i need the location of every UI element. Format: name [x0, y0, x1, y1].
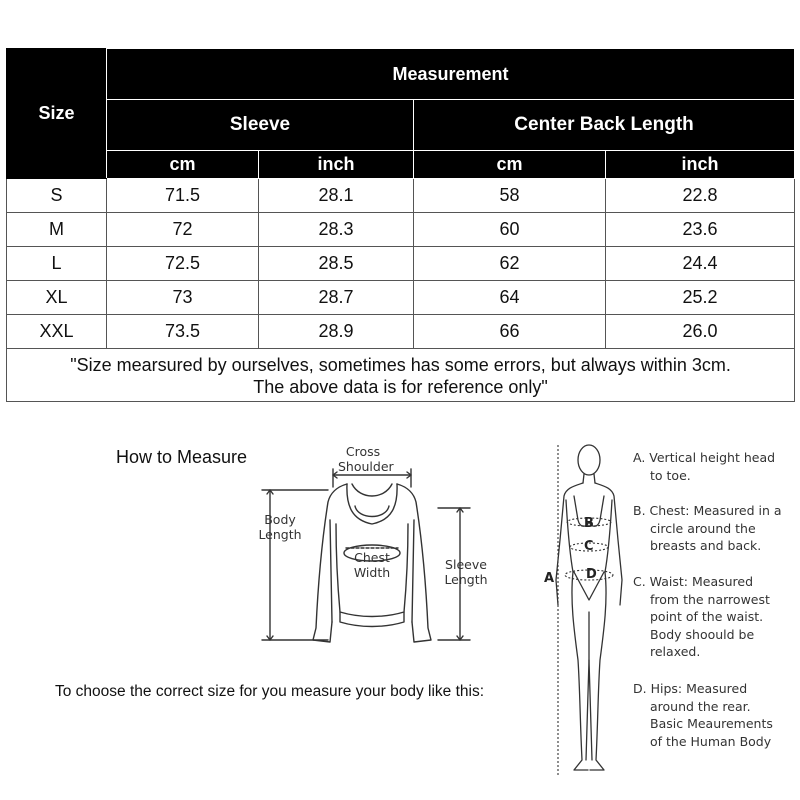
- size-header: Size: [7, 49, 107, 179]
- size-cell: XL: [7, 281, 107, 315]
- back-length-cm-cell: 66: [414, 315, 606, 349]
- sleeve-length-label: Sleeve Length: [444, 557, 488, 587]
- unit-header: inch: [259, 151, 414, 179]
- body-figure-icon: [540, 440, 630, 795]
- back-length-inch-cell: 26.0: [606, 315, 795, 349]
- size-cell: L: [7, 247, 107, 281]
- sleeve-inch-cell: 28.5: [259, 247, 414, 281]
- how-to-measure-title: How to Measure: [116, 447, 248, 467]
- back-length-inch-cell: 25.2: [606, 281, 795, 315]
- center-back-length-header: Center Back Length: [414, 100, 795, 151]
- unit-header: cm: [107, 151, 259, 179]
- note-line-2: The above data is for reference only": [253, 376, 548, 397]
- sleeve-cm-cell: 73.5: [107, 315, 259, 349]
- sleeve-inch-cell: 28.7: [259, 281, 414, 315]
- body-letter-b: B: [584, 516, 594, 531]
- legend-item-d: D. Hips: Measured around the rear. Basic Meaurements of the Human Body: [633, 681, 773, 749]
- sleeve-cm-cell: 71.5: [107, 179, 259, 213]
- size-chart-table: [6, 48, 795, 402]
- table-row: [7, 213, 795, 247]
- measurement-note: [7, 349, 795, 402]
- size-cell: M: [7, 213, 107, 247]
- sleeve-inch-cell: 28.1: [259, 179, 414, 213]
- back-length-cm-cell: 58: [414, 179, 606, 213]
- sleeve-inch-cell: 28.3: [259, 213, 414, 247]
- sleeve-header: Sleeve: [107, 100, 414, 151]
- body-letter-d: D: [586, 567, 597, 582]
- note-row: [7, 349, 795, 402]
- back-length-cm-cell: 64: [414, 281, 606, 315]
- legend-item-c: C. Waist: Measured from the narrowest point of the waist. Body shoould be relaxed.: [633, 574, 770, 659]
- chest-width-label: Chest Width: [353, 550, 391, 580]
- body-letter-c: C: [584, 539, 594, 554]
- table-row: [7, 247, 795, 281]
- unit-header: cm: [414, 151, 606, 179]
- size-cell: XXL: [7, 315, 107, 349]
- measurement-header: Measurement: [107, 49, 795, 100]
- legend-item-b: B. Chest: Measured in a circle around the breasts and back.: [633, 503, 782, 553]
- back-length-cm-cell: 62: [414, 247, 606, 281]
- table-row: [7, 179, 795, 213]
- back-length-inch-cell: 22.8: [606, 179, 795, 213]
- sleeve-inch-cell: 28.9: [259, 315, 414, 349]
- note-line-1: "Size mearsured by ourselves, sometimes has some errors, but always within 3cm.: [70, 354, 731, 375]
- sleeve-cm-cell: 72: [107, 213, 259, 247]
- body-length-label: Body Length: [258, 512, 302, 542]
- back-length-cm-cell: 60: [414, 213, 606, 247]
- sleeve-cm-cell: 72.5: [107, 247, 259, 281]
- unit-header: inch: [606, 151, 795, 179]
- size-cell: S: [7, 179, 107, 213]
- body-letter-a: A: [544, 571, 555, 586]
- back-length-inch-cell: 24.4: [606, 247, 795, 281]
- table-row: [7, 315, 795, 349]
- measure-instruction: To choose the correct size for you measure your body like this:: [55, 683, 485, 700]
- sleeve-cm-cell: 73: [107, 281, 259, 315]
- back-length-inch-cell: 23.6: [606, 213, 795, 247]
- cross-shoulder-label: Cross Shoulder: [338, 444, 394, 474]
- legend-item-a: A. Vertical height head to toe.: [633, 450, 776, 483]
- table-row: [7, 281, 795, 315]
